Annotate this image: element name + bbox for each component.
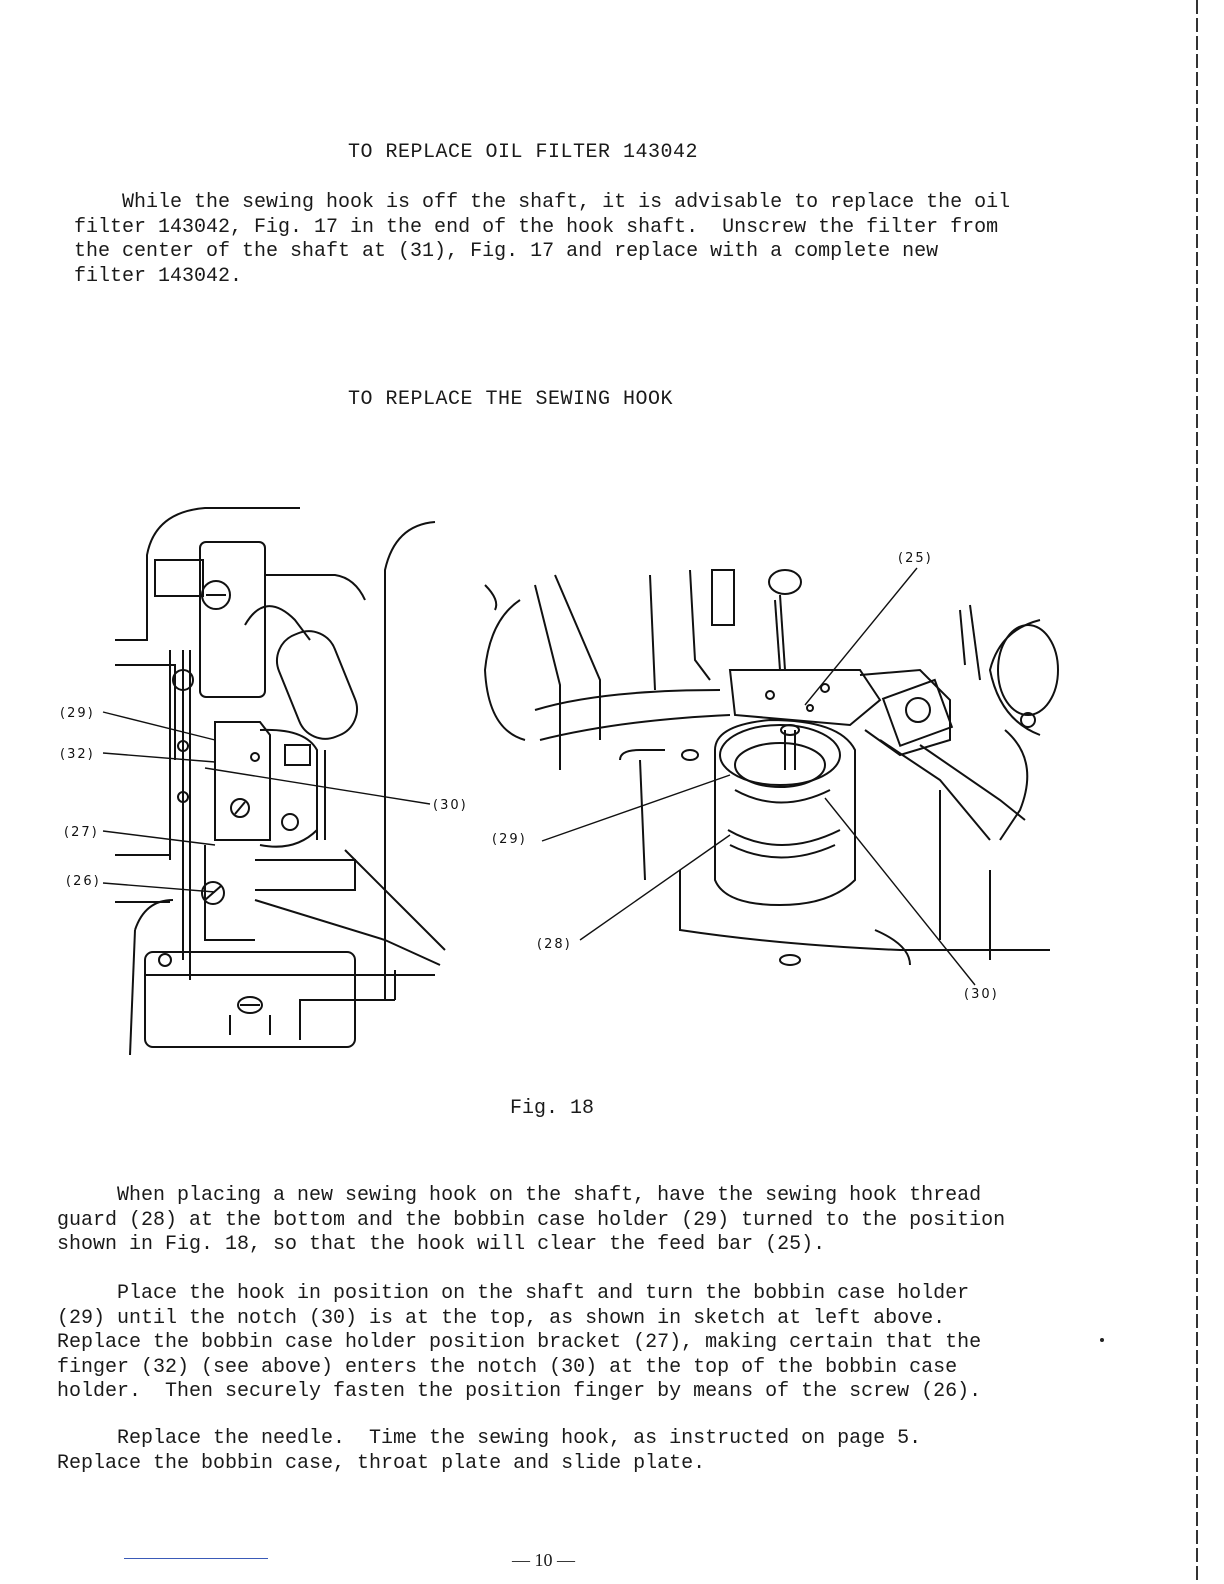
paragraph-final-steps: Replace the needle. Time the sewing hook, as instructed on page 5. Replace the bobbin case, throat plate and slide plate.: [57, 1427, 922, 1475]
figure-left-sketch: [55, 500, 485, 1060]
footer-rule: [124, 1558, 268, 1559]
label-30-left: (30): [433, 798, 468, 813]
label-27-left: (27): [64, 825, 99, 840]
page-number: — 10 —: [512, 1550, 575, 1570]
figure-right-sketch: [480, 540, 1060, 1010]
label-28-right: (28): [537, 937, 572, 952]
label-26-left: (26): [66, 874, 101, 889]
heading-oil-filter: TO REPLACE OIL FILTER 143042: [348, 141, 699, 164]
hook-assembly-drawing: [485, 570, 1058, 965]
label-30-right: (30): [964, 987, 999, 1002]
label-32-left: (32): [60, 747, 95, 762]
scan-edge-line: [1196, 0, 1198, 1584]
heading-sewing-hook: TO REPLACE THE SEWING HOOK: [348, 388, 674, 411]
right-leader-lines: [542, 568, 975, 985]
machine-frame-drawing: [115, 508, 445, 1055]
stray-mark: [1100, 1338, 1104, 1342]
paragraph-oil-filter: While the sewing hook is off the shaft, it is advisable to replace the oil filter 143042, Fig. 17 in the end of the hook shaft. Unscrew the filter from the center of the shaft at (31), Fig. 17 and replace with a complete new filter 143042.: [74, 191, 1011, 288]
label-29-left: (29): [60, 706, 95, 721]
paragraph-placing-hook: When placing a new sewing hook on the shaft, have the sewing hook thread guard (28) at the bottom and the bobbin case holder (29) turned to the position shown in Fig. 18, so that the hook will clear the feed bar (25).: [57, 1184, 1006, 1256]
paragraph-position-hook: Place the hook in position on the shaft and turn the bobbin case holder (29) until the notch (30) is at the top, as shown in sketch at left above. Replace the bobbin case holder position bracket (27), making certain that the finger (32) (see above) enters the notch (30) at the top of the bobbin case holder. Then securely fasten the position finger by means of the screw (26).: [57, 1282, 982, 1403]
left-leader-lines: [103, 712, 430, 892]
label-29-right: (29): [492, 832, 527, 847]
figure-caption: Fig. 18: [510, 1097, 595, 1120]
label-25-right: (25): [898, 551, 933, 566]
